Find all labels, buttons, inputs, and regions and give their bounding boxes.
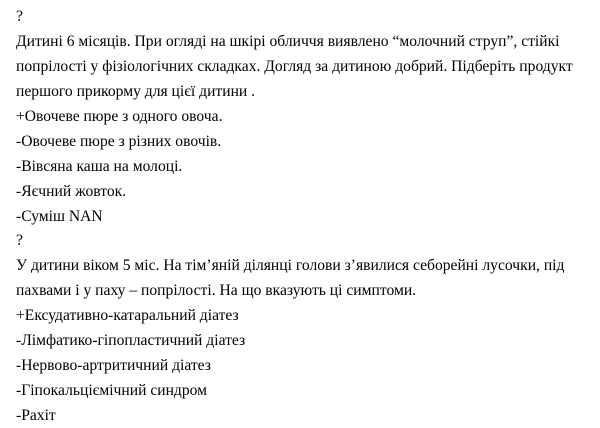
answer-option: -Вівсяна каша на молоці. — [16, 158, 183, 175]
answer-option-correct: +Ексудативно-катаральний діатез — [16, 307, 239, 324]
answer-option: -Лімфатико-гіпопластичний діатез — [16, 332, 246, 349]
answer-option: -Рахіт — [16, 407, 56, 424]
question-marker: ? — [16, 232, 23, 249]
answer-option: -Гіпокальціємічний синдром — [16, 382, 208, 399]
answer-option: -Яєчний жовток. — [16, 183, 127, 200]
question-text-line: попрілості у фізіологічних складках. Догляд за дитиною добрий. Підберіть продукт — [16, 58, 573, 75]
question-marker: ? — [16, 8, 23, 25]
answer-option: -Нервово-артритичний діатез — [16, 357, 211, 374]
question-text-line: У дитини віком 5 міс. На тім’яній ділянці голови з’явилися себорейні лусочки, під — [16, 257, 565, 274]
document-body — [16, 4, 600, 428]
question-text-line: Дитині 6 місяців. При огляді на шкірі обличчя виявлено “молочний струп”, стійкі — [16, 33, 560, 50]
question-text-line: пахвами і у паху – попрілості. На що вказують ці симптоми. — [16, 282, 417, 299]
answer-option: -Суміш NAN — [16, 208, 103, 225]
question-text-line: першого прикорму для цієї дитини . — [16, 83, 256, 100]
answer-option: -Овочеве пюре з різних овочів. — [16, 133, 222, 150]
answer-option-correct: +Овочеве пюре з одного овоча. — [16, 108, 223, 125]
